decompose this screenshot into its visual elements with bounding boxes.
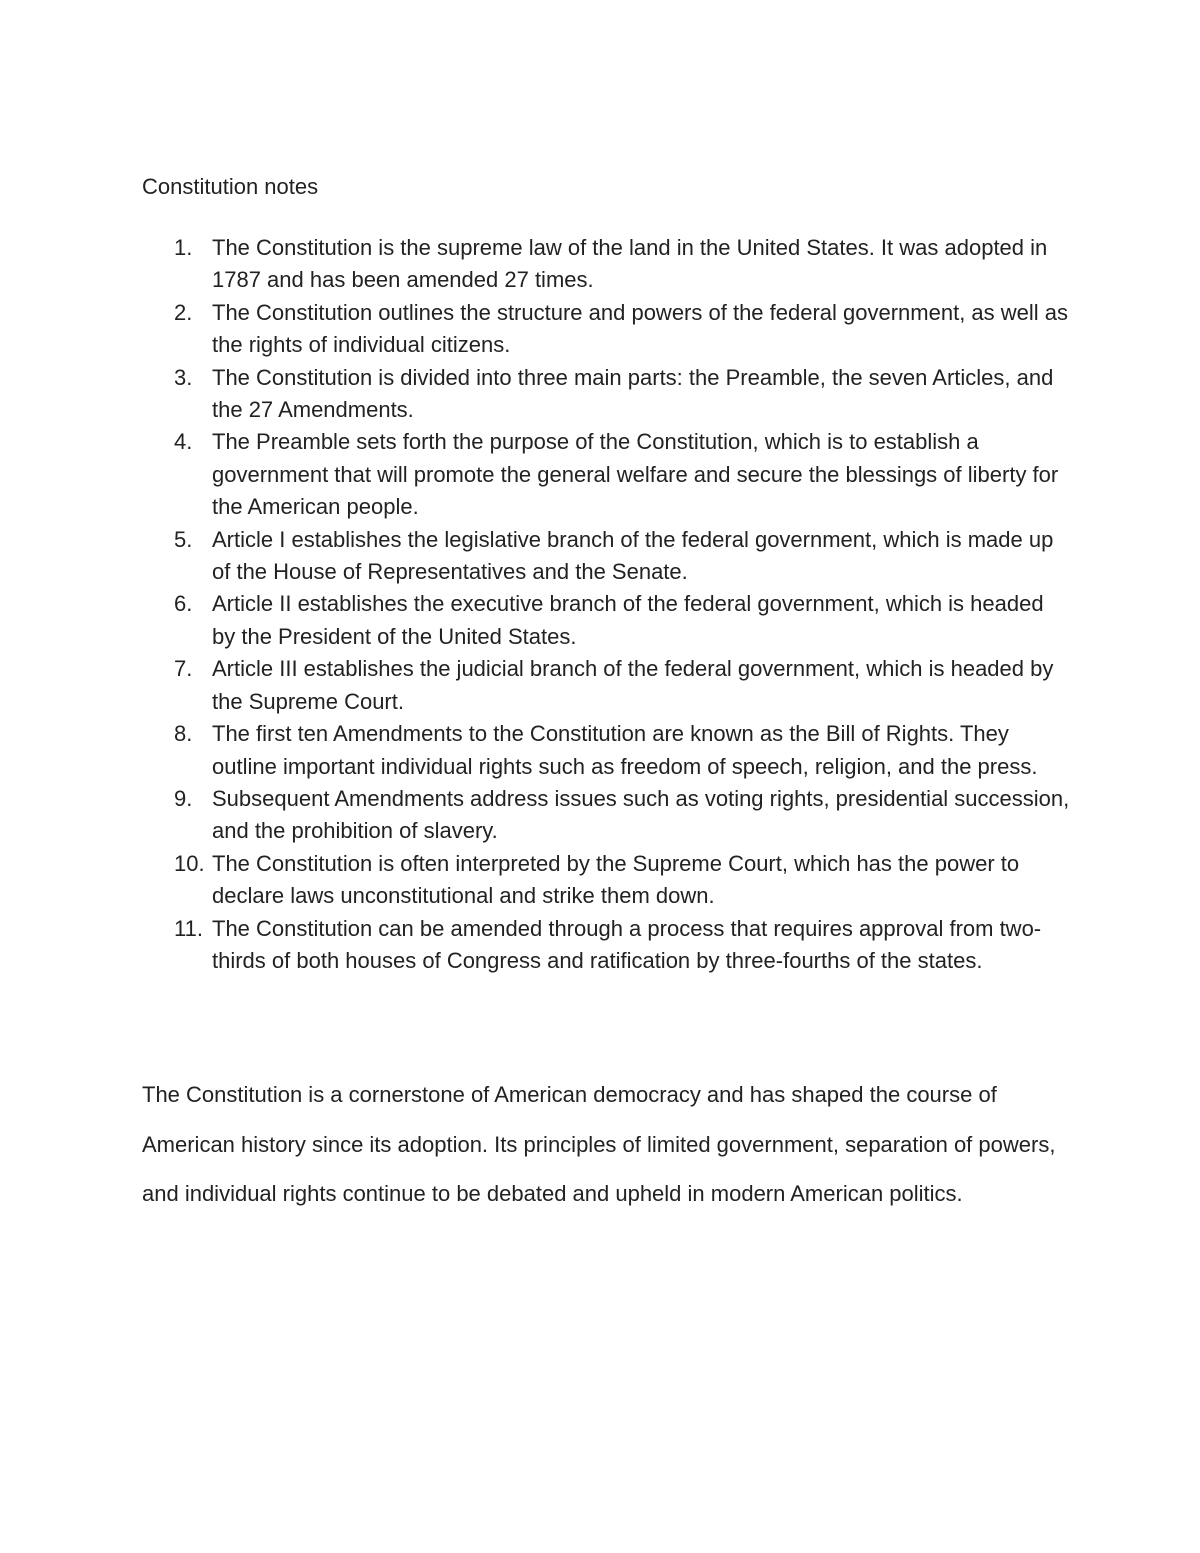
list-item-number: 7.: [174, 656, 193, 682]
list-item: [142, 913, 1072, 978]
list-item-text: The Preamble sets forth the purpose of the Constitution, which is to establish a government that will promote the general welfare and secure the blessings of liberty for the American people.: [212, 429, 1059, 520]
list-item: [142, 718, 1072, 783]
list-item-number: 6.: [174, 591, 193, 617]
list-item: [142, 232, 1072, 297]
list-item-number: 10.: [174, 850, 205, 876]
list-item-text: Article II establishes the executive branch of the federal government, which is headed by the President of the United States.: [212, 591, 1044, 649]
list-item: [142, 524, 1072, 589]
closing-paragraph: The Constitution is a cornerstone of American democracy and has shaped the course of American history since its adoption. Its principles of limited government, separation of powers, and individual rights continue to be debated and upheld in modern American politics.: [142, 1082, 1056, 1206]
list-item-number: 3.: [174, 364, 193, 390]
list-item-number: 9.: [174, 785, 193, 811]
list-item: [142, 653, 1072, 718]
list-item-text: The Constitution can be amended through a process that requires approval from two-thirds of both houses of Congress and ratification by three-fourths of the states.: [212, 915, 1042, 973]
list-item-number: 2.: [174, 299, 193, 325]
list-item-text: The Constitution is divided into three main parts: the Preamble, the seven Articles, and the 27 Amendments.: [212, 364, 1054, 423]
list-item: [142, 588, 1072, 653]
list-item-text: Article III establishes the judicial branch of the federal government, which is headed by the Supreme Court.: [212, 656, 1054, 714]
list-item: [142, 362, 1072, 427]
list-item-text: The first ten Amendments to the Constitution are known as the Bill of Rights. They outline important individual rights such as freedom of speech, religion, and the press.: [212, 721, 1038, 779]
notes-list: [142, 232, 1072, 977]
list-item-text: Article I establishes the legislative branch of the federal government, which is made up of the House of Representatives and the Senate.: [212, 526, 1054, 585]
document-title: Constitution notes: [142, 174, 319, 199]
list-item-text: The Constitution outlines the structure and powers of the federal government, as well as the rights of individual citizens.: [212, 299, 1069, 358]
list-item-number: 11.: [174, 915, 203, 941]
list-item-number: 1.: [174, 235, 193, 260]
list-item-number: 5.: [174, 526, 193, 552]
list-item-number: 8.: [174, 721, 193, 747]
list-item: [142, 848, 1072, 913]
list-item: [142, 783, 1072, 848]
list-item-text: Subsequent Amendments address issues such as voting rights, presidential succession, and the prohibition of slavery.: [212, 785, 1070, 844]
list-item-text: The Constitution is the supreme law of the land in the United States. It was adopted in 1787 and has been amended 27 times.: [212, 235, 1048, 293]
list-item-number: 4.: [174, 429, 193, 455]
list-item: [142, 297, 1072, 362]
list-item: [142, 426, 1072, 523]
list-item-text: The Constitution is often interpreted by the Supreme Court, which has the power to declare laws unconstitutional and strike them down.: [212, 850, 1020, 909]
